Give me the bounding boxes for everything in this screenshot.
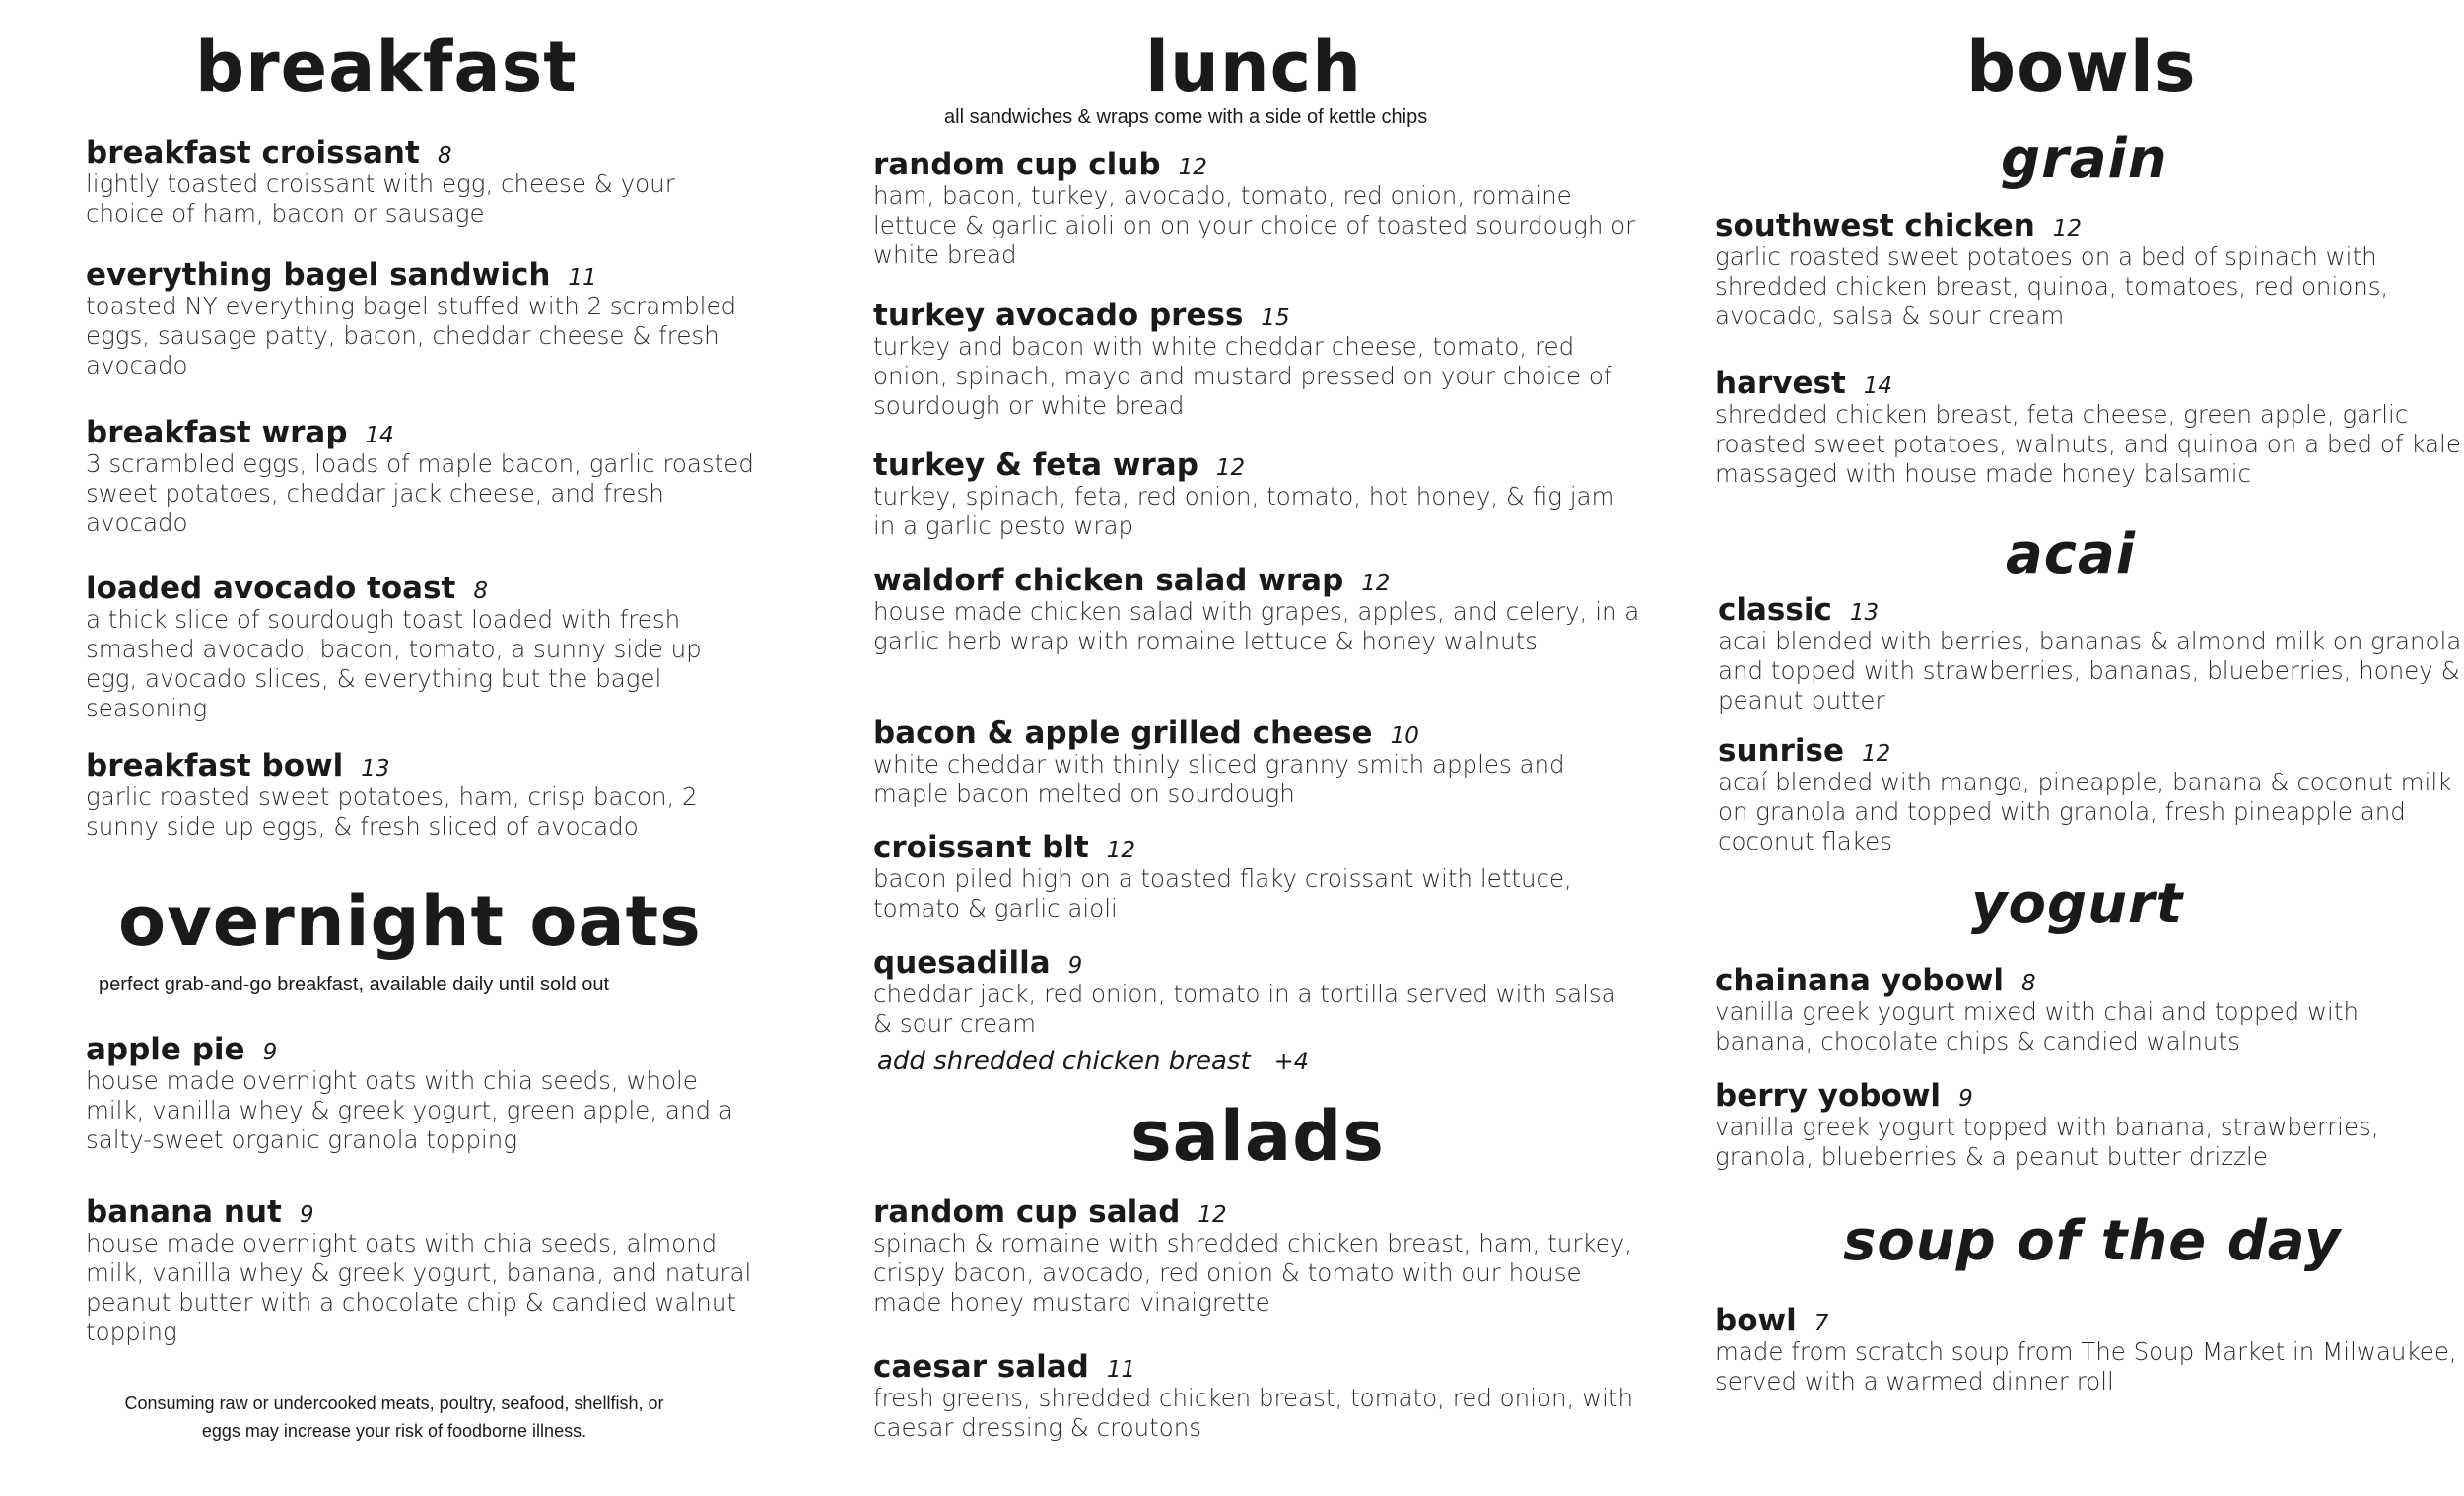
- menu-item: [873, 148, 1642, 270]
- item-price: 8: [2021, 971, 2036, 996]
- item-description: acaí blended with mango, pineapple, banana & coconut milk on granola and topped with granola, fresh pineapple and coconut flakes: [1718, 768, 2452, 856]
- item-name: sunrise: [1718, 733, 1844, 769]
- item-name: bacon & apple grilled cheese: [873, 715, 1373, 751]
- item-price: 12: [1861, 741, 1891, 767]
- lunch-note: all sandwiches & wraps come with a side of kettle chips: [944, 106, 1428, 128]
- lunch-title: lunch: [1145, 27, 1362, 107]
- foodborne-illness-disclaimer: Consuming raw or undercooked meats, poultry, seafood, shellfish, or eggs may increase your risk of foodborne illness.: [124, 1394, 664, 1441]
- item-name: everything bagel sandwich: [86, 257, 551, 293]
- item-name: breakfast bowl: [86, 748, 344, 783]
- item-name: turkey avocado press: [873, 298, 1244, 333]
- item-description: lightly toasted croissant with egg, cheese & your choice of ham, bacon or sausage: [86, 170, 675, 229]
- overnight-oats-title: overnight oats: [118, 881, 702, 962]
- item-price: 9: [1067, 953, 1083, 979]
- item-name: southwest chicken: [1715, 208, 2035, 243]
- item-name: random cup club: [873, 147, 1161, 182]
- breakfast-title: breakfast: [195, 27, 578, 107]
- menu-item: [1718, 593, 2464, 715]
- item-description: made from scratch soup from The Soup Market in Milwaukee, served with a warmed dinner roll: [1715, 1337, 2457, 1396]
- item-description: house made chicken salad with grapes, apples, and celery, in a garlic herb wrap with romaine lettuce & honey walnuts: [873, 597, 1640, 656]
- menu-item: [1715, 964, 2464, 1056]
- item-description: vanilla greek yogurt topped with banana, strawberries, granola, blueberries & a peanut butter drizzle: [1715, 1113, 2379, 1172]
- item-name: random cup salad: [873, 1194, 1181, 1230]
- menu-item: [86, 416, 756, 538]
- item-name: berry yobowl: [1715, 1078, 1942, 1114]
- item-description: turkey, spinach, feta, red onion, tomato, hot honey, & fig jam in a garlic pesto wrap: [873, 482, 1615, 541]
- menu-item: [1715, 209, 2464, 331]
- item-name: loaded avocado toast: [86, 571, 456, 606]
- menu-item: [86, 749, 756, 842]
- item-description: turkey and bacon with white cheddar cheese, tomato, red onion, spinach, mayo and mustard pressed on your choice of sourdough or white bread: [873, 332, 1612, 421]
- item-name: waldorf chicken salad wrap: [873, 563, 1344, 598]
- item-description: 3 scrambled eggs, loads of maple bacon, garlic roasted sweet potatoes, cheddar jack cheese, and fresh avocado: [86, 449, 754, 538]
- item-price: 9: [299, 1202, 314, 1228]
- item-price: 12: [1361, 571, 1391, 596]
- breakfast-column: [0, 0, 788, 1496]
- menu-item: [873, 299, 1642, 421]
- item-price: 11: [568, 265, 597, 291]
- item-price: 11: [1106, 1357, 1136, 1383]
- menu-item: [86, 258, 756, 380]
- item-name: classic: [1718, 592, 1832, 628]
- item-name: apple pie: [86, 1032, 245, 1067]
- item-description: ham, bacon, turkey, avocado, tomato, red onion, romaine lettuce & garlic aioli on on your choice of toasted sourdough or white bread: [873, 181, 1636, 270]
- menu-item: [873, 1195, 1642, 1318]
- menu-item: [86, 136, 756, 229]
- addon-price: +4: [1273, 1048, 1310, 1075]
- item-description: a thick slice of sourdough toast loaded with fresh smashed avocado, bacon, tomato, a sunny side up egg, avocado slices, & everything but the bagel seasoning: [86, 605, 702, 723]
- item-name: turkey & feta wrap: [873, 447, 1198, 483]
- menu-item: [1715, 1079, 2464, 1172]
- item-description: vanilla greek yogurt mixed with chai and topped with banana, chocolate chips & candied walnuts: [1715, 997, 2359, 1056]
- item-description: house made overnight oats with chia seeds, almond milk, vanilla whey & greek yogurt, banana, and natural peanut butter with a chocolate chip & candied walnut topping: [86, 1229, 752, 1347]
- item-price: 14: [365, 423, 394, 448]
- bowls-title: bowls: [1966, 27, 2197, 107]
- item-price: 13: [361, 756, 390, 782]
- menu-item: [873, 564, 1642, 656]
- grain-title: grain: [2001, 127, 2168, 191]
- menu-item: [1715, 1304, 2464, 1396]
- item-name: breakfast wrap: [86, 415, 348, 450]
- item-name: harvest: [1715, 366, 1846, 401]
- item-price: 12: [1198, 1202, 1227, 1228]
- item-price: 8: [473, 578, 488, 604]
- item-description: fresh greens, shredded chicken breast, tomato, red onion, with caesar dressing & croutons: [873, 1384, 1634, 1443]
- item-description: toasted NY everything bagel stuffed with 2 scrambled eggs, sausage patty, bacon, cheddar cheese & fresh avocado: [86, 292, 737, 380]
- item-name: quesadilla: [873, 945, 1051, 981]
- quesadilla-addon: [877, 1047, 1309, 1076]
- item-name: croissant blt: [873, 830, 1089, 865]
- item-price: 12: [1106, 838, 1136, 863]
- menu-item: [86, 1195, 756, 1347]
- item-description: bacon piled high on a toasted flaky croissant with lettuce, tomato & garlic aioli: [873, 864, 1572, 923]
- item-description: acai blended with berries, bananas & almond milk on granola and topped with strawberries, bananas, blueberries, honey & peanut butter: [1718, 627, 2462, 715]
- salads-title: salads: [1130, 1096, 1385, 1177]
- item-name: chainana yobowl: [1715, 963, 2005, 998]
- item-price: 10: [1390, 723, 1419, 749]
- yogurt-title: yogurt: [1971, 872, 2184, 936]
- item-price: 14: [1863, 374, 1893, 399]
- menu-item: [86, 572, 756, 723]
- menu-item: [86, 1033, 756, 1155]
- acai-title: acai: [2006, 522, 2136, 586]
- item-description: cheddar jack, red onion, tomato in a tortilla served with salsa & sour cream: [873, 980, 1616, 1039]
- menu-item: [873, 1350, 1642, 1443]
- item-description: garlic roasted sweet potatoes on a bed of spinach with shredded chicken breast, quinoa, tomatoes, red onions, avocado, salsa & sour cream: [1715, 242, 2389, 331]
- item-price: 7: [1814, 1311, 1829, 1336]
- overnight-oats-note: perfect grab-and-go breakfast, available daily until sold out: [99, 974, 610, 995]
- item-description: shredded chicken breast, feta cheese, green apple, garlic roasted sweet potatoes, walnuts, and quinoa on a bed of kale massaged with house made honey balsamic: [1715, 400, 2461, 489]
- item-price: 12: [1215, 455, 1246, 481]
- item-description: house made overnight oats with chia seeds, whole milk, vanilla whey & greek yogurt, green apple, and a salty-sweet organic granola topping: [86, 1066, 733, 1155]
- menu-item: [873, 716, 1642, 809]
- soup-title: soup of the day: [1843, 1209, 2342, 1273]
- item-description: garlic roasted sweet potatoes, ham, crisp bacon, 2 sunny side up eggs, & fresh sliced of avocado: [86, 782, 698, 842]
- item-price: 9: [1958, 1086, 1973, 1112]
- item-price: 12: [2052, 216, 2083, 241]
- menu-item: [1715, 367, 2464, 489]
- menu-item: [1718, 734, 2464, 856]
- lunch-column: [788, 0, 1676, 1496]
- item-price: 13: [1849, 600, 1880, 626]
- item-name: bowl: [1715, 1303, 1797, 1338]
- bowls-column: [1676, 0, 2464, 1496]
- menu-item: [873, 946, 1642, 1039]
- addon-label: add shredded chicken breast: [877, 1047, 1251, 1076]
- item-name: breakfast croissant: [86, 135, 420, 170]
- item-name: banana nut: [86, 1194, 282, 1230]
- item-name: caesar salad: [873, 1349, 1089, 1385]
- menu-item: [873, 831, 1642, 923]
- item-description: white cheddar with thinly sliced granny smith apples and maple bacon melted on sourdough: [873, 750, 1565, 809]
- item-price: 9: [262, 1040, 278, 1065]
- item-price: 8: [437, 143, 452, 169]
- item-price: 12: [1178, 155, 1207, 180]
- item-description: spinach & romaine with shredded chicken breast, ham, turkey, crispy bacon, avocado, red onion & tomato with our house made honey mustard vinaigrette: [873, 1229, 1633, 1318]
- menu-item: [873, 448, 1642, 541]
- item-price: 15: [1261, 306, 1290, 331]
